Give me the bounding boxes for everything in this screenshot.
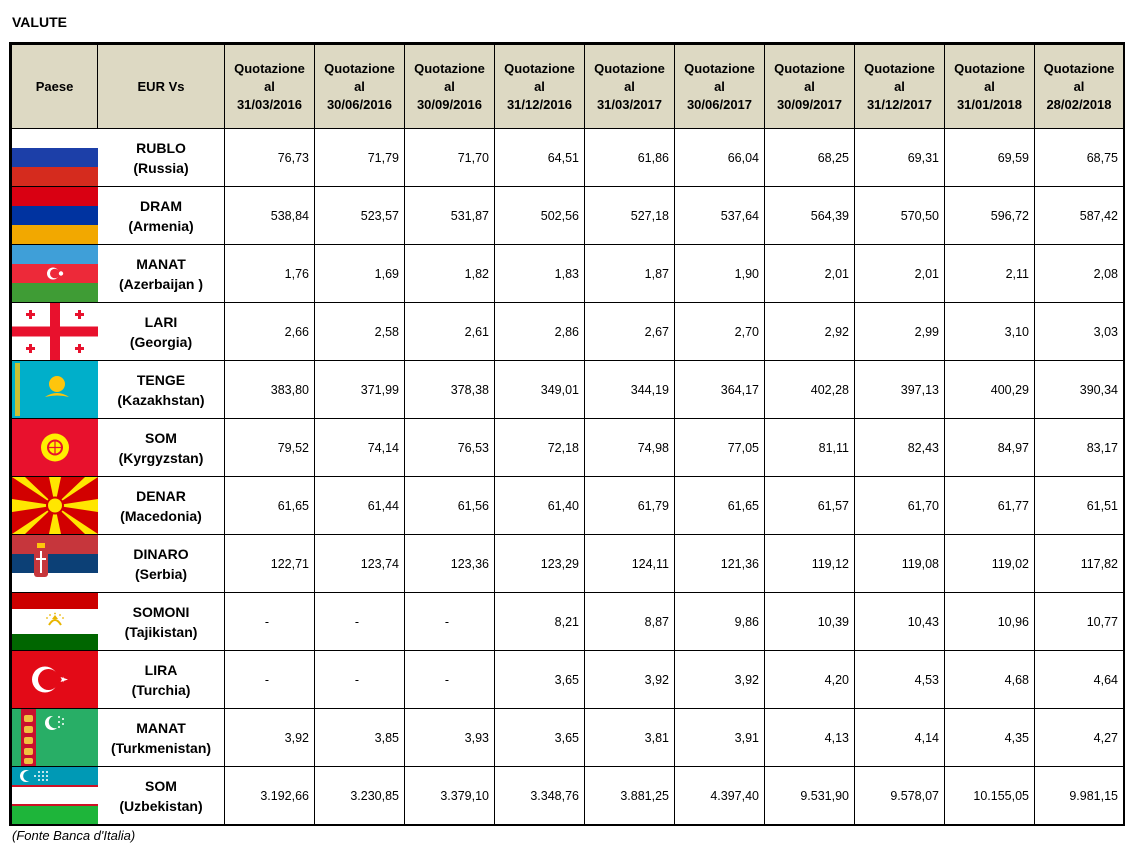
value-cell: 69,59 (945, 129, 1035, 187)
country-name: (Kazakhstan) (117, 391, 205, 408)
value-cell: 4,27 (1035, 709, 1124, 767)
header-line: 31/12/2016 (506, 96, 573, 112)
table-row (12, 129, 1124, 187)
header-line: Quotazione (234, 60, 305, 76)
value-cell: 2,01 (855, 245, 945, 303)
value-cell: 121,36 (675, 535, 765, 593)
table-row (12, 477, 1124, 535)
value-cell: 117,82 (1035, 535, 1124, 593)
header-quotazione-3 (405, 45, 495, 129)
currency-name: TENGE (136, 371, 186, 388)
header-line: 30/06/2017 (686, 96, 753, 112)
value-cell: 61,40 (495, 477, 585, 535)
country-name: (Turkmenistan) (110, 739, 212, 756)
value-cell: 349,01 (495, 361, 585, 419)
value-cell: 123,36 (405, 535, 495, 593)
value-cell: 4,14 (855, 709, 945, 767)
value-cell: 77,05 (675, 419, 765, 477)
value-cell: 523,57 (315, 187, 405, 245)
armenia-flag (12, 187, 98, 245)
value-cell: 119,02 (945, 535, 1035, 593)
value-cell: 9,86 (675, 593, 765, 651)
value-cell: 3.881,25 (585, 767, 675, 825)
value-cell: 1,82 (405, 245, 495, 303)
header-line: al (1073, 78, 1085, 94)
value-cell: 531,87 (405, 187, 495, 245)
currency-name: RUBLO (136, 139, 186, 156)
value-cell: 122,71 (225, 535, 315, 593)
header-line: al (894, 78, 905, 94)
uzbekistan-flag (12, 767, 98, 825)
currency-name: LIRA (144, 661, 178, 678)
value-cell: 1,69 (315, 245, 405, 303)
header-line: 30/06/2016 (326, 96, 393, 112)
header-line: 30/09/2016 (416, 96, 483, 112)
header-line: Quotazione (504, 60, 575, 76)
country-name: (Georgia) (129, 333, 193, 350)
value-cell: 119,12 (765, 535, 855, 593)
header-quotazione-1 (225, 45, 315, 129)
currency-cell (98, 709, 225, 767)
currency-cell (98, 245, 225, 303)
value-cell: 3.230,85 (315, 767, 405, 825)
value-cell: 123,74 (315, 535, 405, 593)
value-cell: 2,66 (225, 303, 315, 361)
value-cell: 9.578,07 (855, 767, 945, 825)
currency-name: MANAT (136, 719, 186, 736)
value-cell: 3,65 (495, 651, 585, 709)
header-line: 31/01/2018 (956, 96, 1023, 112)
value-cell: 397,13 (855, 361, 945, 419)
value-cell: 61,51 (1035, 477, 1124, 535)
value-cell: 76,53 (405, 419, 495, 477)
country-name: (Macedonia) (120, 507, 202, 524)
value-cell: 64,51 (495, 129, 585, 187)
table-row (12, 767, 1124, 825)
table-row (12, 303, 1124, 361)
table-row (12, 361, 1124, 419)
currency-name: MANAT (136, 255, 186, 272)
table-row (12, 535, 1124, 593)
value-cell: 3,65 (495, 709, 585, 767)
value-cell: 3.192,66 (225, 767, 315, 825)
value-cell: 61,86 (585, 129, 675, 187)
tajikistan-flag (12, 593, 98, 651)
value-cell: 61,56 (405, 477, 495, 535)
value-cell: 124,11 (585, 535, 675, 593)
currency-table (9, 42, 1125, 826)
value-cell: 2,01 (765, 245, 855, 303)
value-cell: 10,96 (945, 593, 1035, 651)
value-cell: 502,56 (495, 187, 585, 245)
currency-name: SOM (145, 429, 177, 446)
table-row (12, 709, 1124, 767)
currency-name: DINARO (133, 545, 189, 562)
header-quotazione-4 (495, 45, 585, 129)
currency-cell (98, 129, 225, 187)
currency-cell (98, 303, 225, 361)
value-cell: 2,58 (315, 303, 405, 361)
currency-cell (98, 651, 225, 709)
value-cell: 61,65 (675, 477, 765, 535)
value-cell: 378,38 (405, 361, 495, 419)
azerbaijan-flag (12, 245, 98, 303)
header-quotazione-5 (585, 45, 675, 129)
header-quotazione-9 (945, 45, 1035, 129)
value-cell: 344,19 (585, 361, 675, 419)
value-cell: 10,77 (1035, 593, 1124, 651)
value-cell: 3.348,76 (495, 767, 585, 825)
header-line: 31/03/2016 (236, 96, 303, 112)
value-cell: 1,90 (675, 245, 765, 303)
value-cell: 68,75 (1035, 129, 1124, 187)
country-name: (Turchia) (131, 681, 191, 698)
currency-cell (98, 535, 225, 593)
country-name: (Serbia) (134, 565, 188, 582)
currency-name: DENAR (136, 487, 186, 504)
header-quotazione-8 (855, 45, 945, 129)
header-line: Quotazione (414, 60, 485, 76)
table-row (12, 419, 1124, 477)
header-line: Quotazione (684, 60, 755, 76)
value-cell: 2,92 (765, 303, 855, 361)
value-cell: 72,18 (495, 419, 585, 477)
value-cell: 82,43 (855, 419, 945, 477)
value-cell: 71,70 (405, 129, 495, 187)
value-cell: 61,65 (225, 477, 315, 535)
georgia-flag (12, 303, 98, 361)
value-cell: - (225, 593, 315, 651)
value-cell: 1,87 (585, 245, 675, 303)
currency-cell (98, 767, 225, 825)
value-cell: 4.397,40 (675, 767, 765, 825)
header-quotazione-10 (1035, 45, 1124, 129)
table-row (12, 245, 1124, 303)
header-line: 31/12/2017 (866, 96, 933, 112)
value-cell: 2,11 (945, 245, 1035, 303)
value-cell: 3,91 (675, 709, 765, 767)
header-line: al (444, 78, 455, 94)
value-cell: 3,85 (315, 709, 405, 767)
value-cell: 3.379,10 (405, 767, 495, 825)
value-cell: 10,39 (765, 593, 855, 651)
currency-cell (98, 361, 225, 419)
value-cell: 1,83 (495, 245, 585, 303)
value-cell: 364,17 (675, 361, 765, 419)
header-line: al (804, 78, 815, 94)
table-row (12, 593, 1124, 651)
currency-cell (98, 593, 225, 651)
header-line: Quotazione (594, 60, 665, 76)
value-cell: - (405, 593, 495, 651)
value-cell: 9.981,15 (1035, 767, 1124, 825)
value-cell: - (315, 593, 405, 651)
value-cell: 61,79 (585, 477, 675, 535)
header-paese: Paese (12, 45, 98, 129)
page-title: VALUTE (12, 14, 67, 30)
value-cell: 71,79 (315, 129, 405, 187)
country-name: (Russia) (133, 159, 189, 176)
header-line: 28/02/2018 (1046, 96, 1112, 112)
country-name: (Azerbaijan ) (118, 275, 203, 292)
header-line: al (264, 78, 275, 94)
value-cell: 3,81 (585, 709, 675, 767)
value-cell: 61,77 (945, 477, 1035, 535)
value-cell: 587,42 (1035, 187, 1124, 245)
turkey-flag (12, 651, 98, 709)
value-cell: 390,34 (1035, 361, 1124, 419)
currency-cell (98, 419, 225, 477)
value-cell: 3,92 (585, 651, 675, 709)
value-cell: 1,76 (225, 245, 315, 303)
header-line: al (624, 78, 635, 94)
country-name: (Uzbekistan) (119, 797, 203, 814)
russia-flag (12, 129, 98, 187)
header-line: 30/09/2017 (776, 96, 843, 112)
value-cell: 371,99 (315, 361, 405, 419)
value-cell: 2,08 (1035, 245, 1124, 303)
source-note: (Fonte Banca d'Italia) (12, 828, 136, 843)
value-cell: 74,14 (315, 419, 405, 477)
currency-name: DRAM (140, 197, 182, 214)
macedonia-flag (12, 477, 98, 535)
value-cell: 3,92 (225, 709, 315, 767)
value-cell: 8,21 (495, 593, 585, 651)
value-cell: 4,35 (945, 709, 1035, 767)
value-cell: 400,29 (945, 361, 1035, 419)
value-cell: 3,92 (675, 651, 765, 709)
table-row (12, 651, 1124, 709)
value-cell: 538,84 (225, 187, 315, 245)
value-cell: 2,67 (585, 303, 675, 361)
header-line: Quotazione (324, 60, 395, 76)
value-cell: - (315, 651, 405, 709)
value-cell: 66,04 (675, 129, 765, 187)
header-line: Quotazione (774, 60, 845, 76)
header-quotazione-6 (675, 45, 765, 129)
value-cell: 596,72 (945, 187, 1035, 245)
value-cell: 4,13 (765, 709, 855, 767)
value-cell: 3,10 (945, 303, 1035, 361)
value-cell: 76,73 (225, 129, 315, 187)
value-cell: 79,52 (225, 419, 315, 477)
value-cell: 61,70 (855, 477, 945, 535)
header-line: al (984, 78, 995, 94)
currency-name: SOMONI (132, 603, 190, 620)
value-cell: 527,18 (585, 187, 675, 245)
value-cell: 74,98 (585, 419, 675, 477)
currency-name: LARI (144, 313, 178, 330)
value-cell: 2,86 (495, 303, 585, 361)
value-cell: 69,31 (855, 129, 945, 187)
value-cell: 3,03 (1035, 303, 1124, 361)
value-cell: 123,29 (495, 535, 585, 593)
country-name: (Kyrgyzstan) (118, 449, 204, 466)
country-name: (Tajikistan) (124, 623, 198, 640)
value-cell: - (405, 651, 495, 709)
value-cell: 4,20 (765, 651, 855, 709)
value-cell: 2,70 (675, 303, 765, 361)
header-eur-vs: EUR Vs (98, 45, 225, 129)
value-cell: 402,28 (765, 361, 855, 419)
serbia-flag (12, 535, 98, 593)
value-cell: 383,80 (225, 361, 315, 419)
value-cell: 4,64 (1035, 651, 1124, 709)
value-cell: 84,97 (945, 419, 1035, 477)
value-cell: 9.531,90 (765, 767, 855, 825)
value-cell: 2,61 (405, 303, 495, 361)
value-cell: 68,25 (765, 129, 855, 187)
kazakhstan-flag (12, 361, 98, 419)
header-line: Quotazione (1043, 60, 1115, 76)
header-line: al (534, 78, 545, 94)
table-row (12, 187, 1124, 245)
value-cell: 10.155,05 (945, 767, 1035, 825)
value-cell: 564,39 (765, 187, 855, 245)
header-line: 31/03/2017 (596, 96, 663, 112)
value-cell: 61,57 (765, 477, 855, 535)
header-quotazione-7 (765, 45, 855, 129)
table-header-row (12, 45, 1124, 129)
header-line: Quotazione (864, 60, 935, 76)
currency-cell (98, 187, 225, 245)
header-line: al (714, 78, 725, 94)
kyrgyzstan-flag (12, 419, 98, 477)
value-cell: 537,64 (675, 187, 765, 245)
header-quotazione-2 (315, 45, 405, 129)
value-cell: 61,44 (315, 477, 405, 535)
country-name: (Armenia) (128, 217, 194, 234)
value-cell: 4,53 (855, 651, 945, 709)
value-cell: 10,43 (855, 593, 945, 651)
currency-cell (98, 477, 225, 535)
value-cell: 8,87 (585, 593, 675, 651)
turkmenistan-flag (12, 709, 98, 767)
value-cell: 2,99 (855, 303, 945, 361)
value-cell: 83,17 (1035, 419, 1124, 477)
value-cell: 570,50 (855, 187, 945, 245)
value-cell: 4,68 (945, 651, 1035, 709)
value-cell: 3,93 (405, 709, 495, 767)
currency-name: SOM (145, 777, 177, 794)
value-cell: 119,08 (855, 535, 945, 593)
value-cell: 81,11 (765, 419, 855, 477)
header-line: al (354, 78, 365, 94)
header-line: Quotazione (954, 60, 1025, 76)
value-cell: - (225, 651, 315, 709)
